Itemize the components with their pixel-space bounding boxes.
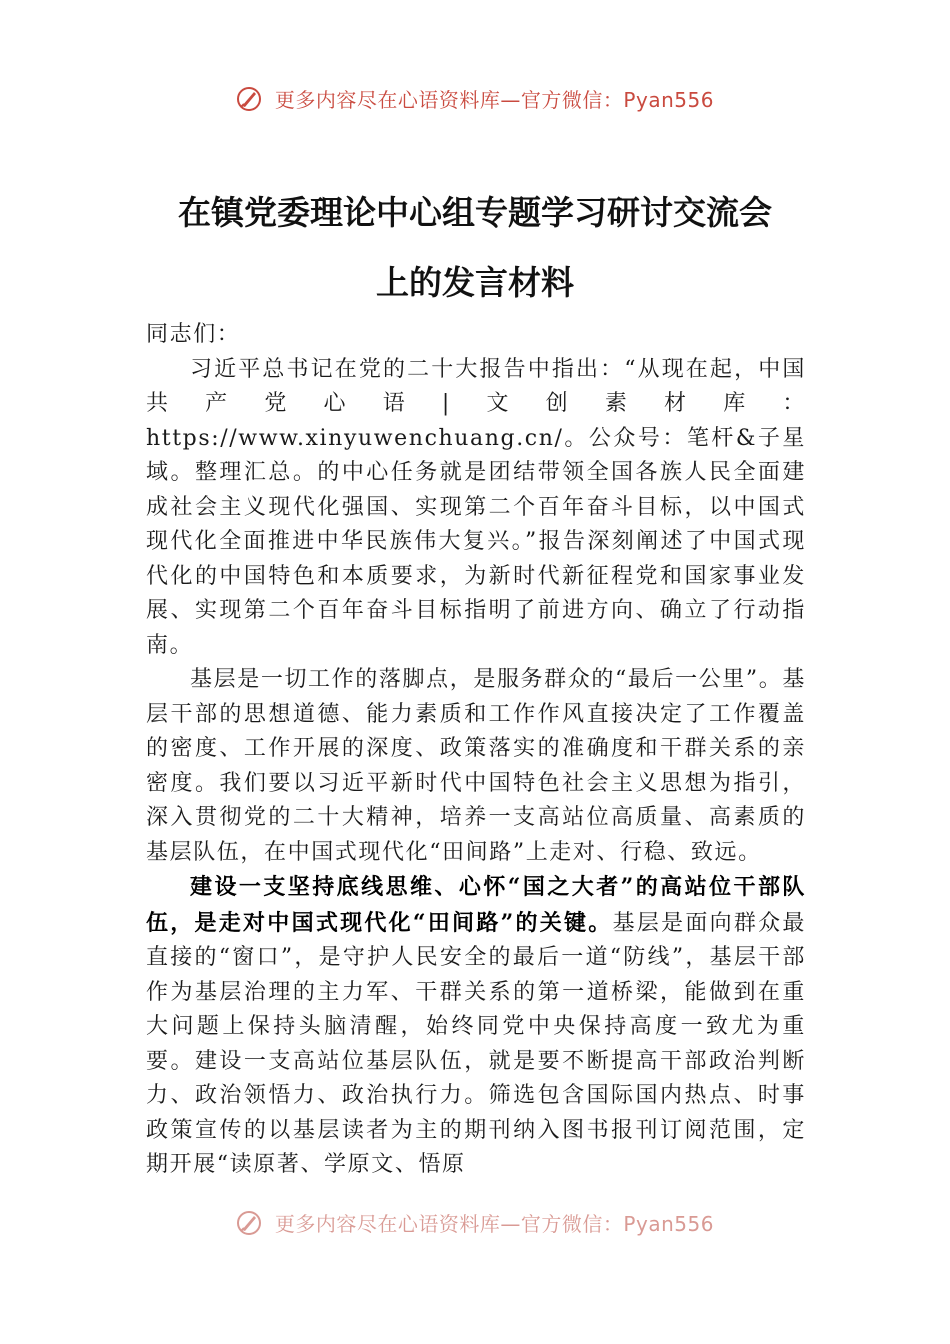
paragraph-1: 习近平总书记在党的二十大报告中指出：“从现在起，中国共产党心语|文创素材库：https://www.xinyuwenchuang.cn/。公众号：笔杆&子星域。整理汇总。的中心任务就是团结带领全国各族人民全面建成社会主义现代化强国、实现第二个百年奋斗目标，以中国式现代化全面推进中华民族伟大复兴。”报告深刻阐述了中国式现代化的中国特色和本质要求，为新时代新征程党和国家事业发展、实现第二个百年奋斗目标指明了前进方向、确立了行动指南。: [146, 356, 806, 658]
header-banner-text: 更多内容尽在心语资料库—官方微信：Pyan556: [274, 88, 714, 112]
paragraph-3: [146, 870, 806, 1183]
footer-watermark-banner: [0, 1208, 950, 1237]
title-line-2: 上的发言材料: [376, 263, 574, 302]
paragraph-3-heading: 建设一支坚持底线思维、心怀“国之大者”的高站位干部队伍，是走对中国式现代化“田间路”的关键。: [146, 874, 806, 936]
paragraph-3-text: 基层是面向群众最直接的“窗口”，是守护人民安全的最后一道“防线”，基层干部作为基层治理的主力军、干群关系的第一道桥梁，能做到在重大问题上保持头脑清醒，始终同党中央保持高度一致尤为重要。建设一支高站位基层队伍，就是要不断提高干部政治判断力、政治领悟力、政治执行力。筛选包含国际国内热点、时事政策宣传的以基层读者为主的期刊纳入图书报刊订阅范围，定期开展“读原著、学原文、悟原: [146, 910, 806, 1177]
footer-banner-text: 更多内容尽在心语资料库—官方微信：Pyan556: [274, 1212, 714, 1236]
paragraph-2: 基层是一切工作的落脚点，是服务群众的“最后一公里”。基层干部的思想道德、能力素质和工作作风直接决定了工作覆盖的密度、工作开展的深度、政策落实的准确度和干群关系的亲密度。我们要以习近平新时代中国特色社会主义思想为指引，深入贯彻党的二十大精神，培养一支高站位高质量、高素质的基层队伍，在中国式现代化“田间路”上走对、行稳、致远。: [146, 667, 806, 865]
quill-logo-icon: [236, 1210, 262, 1236]
salutation: 同志们：: [146, 322, 241, 347]
header-watermark-banner: [0, 84, 950, 113]
document-body: [146, 318, 806, 1183]
title-line-1: 在镇党委理论中心组专题学习研讨交流会: [178, 193, 772, 232]
quill-logo-icon: [236, 86, 262, 112]
document-title: [140, 178, 810, 318]
